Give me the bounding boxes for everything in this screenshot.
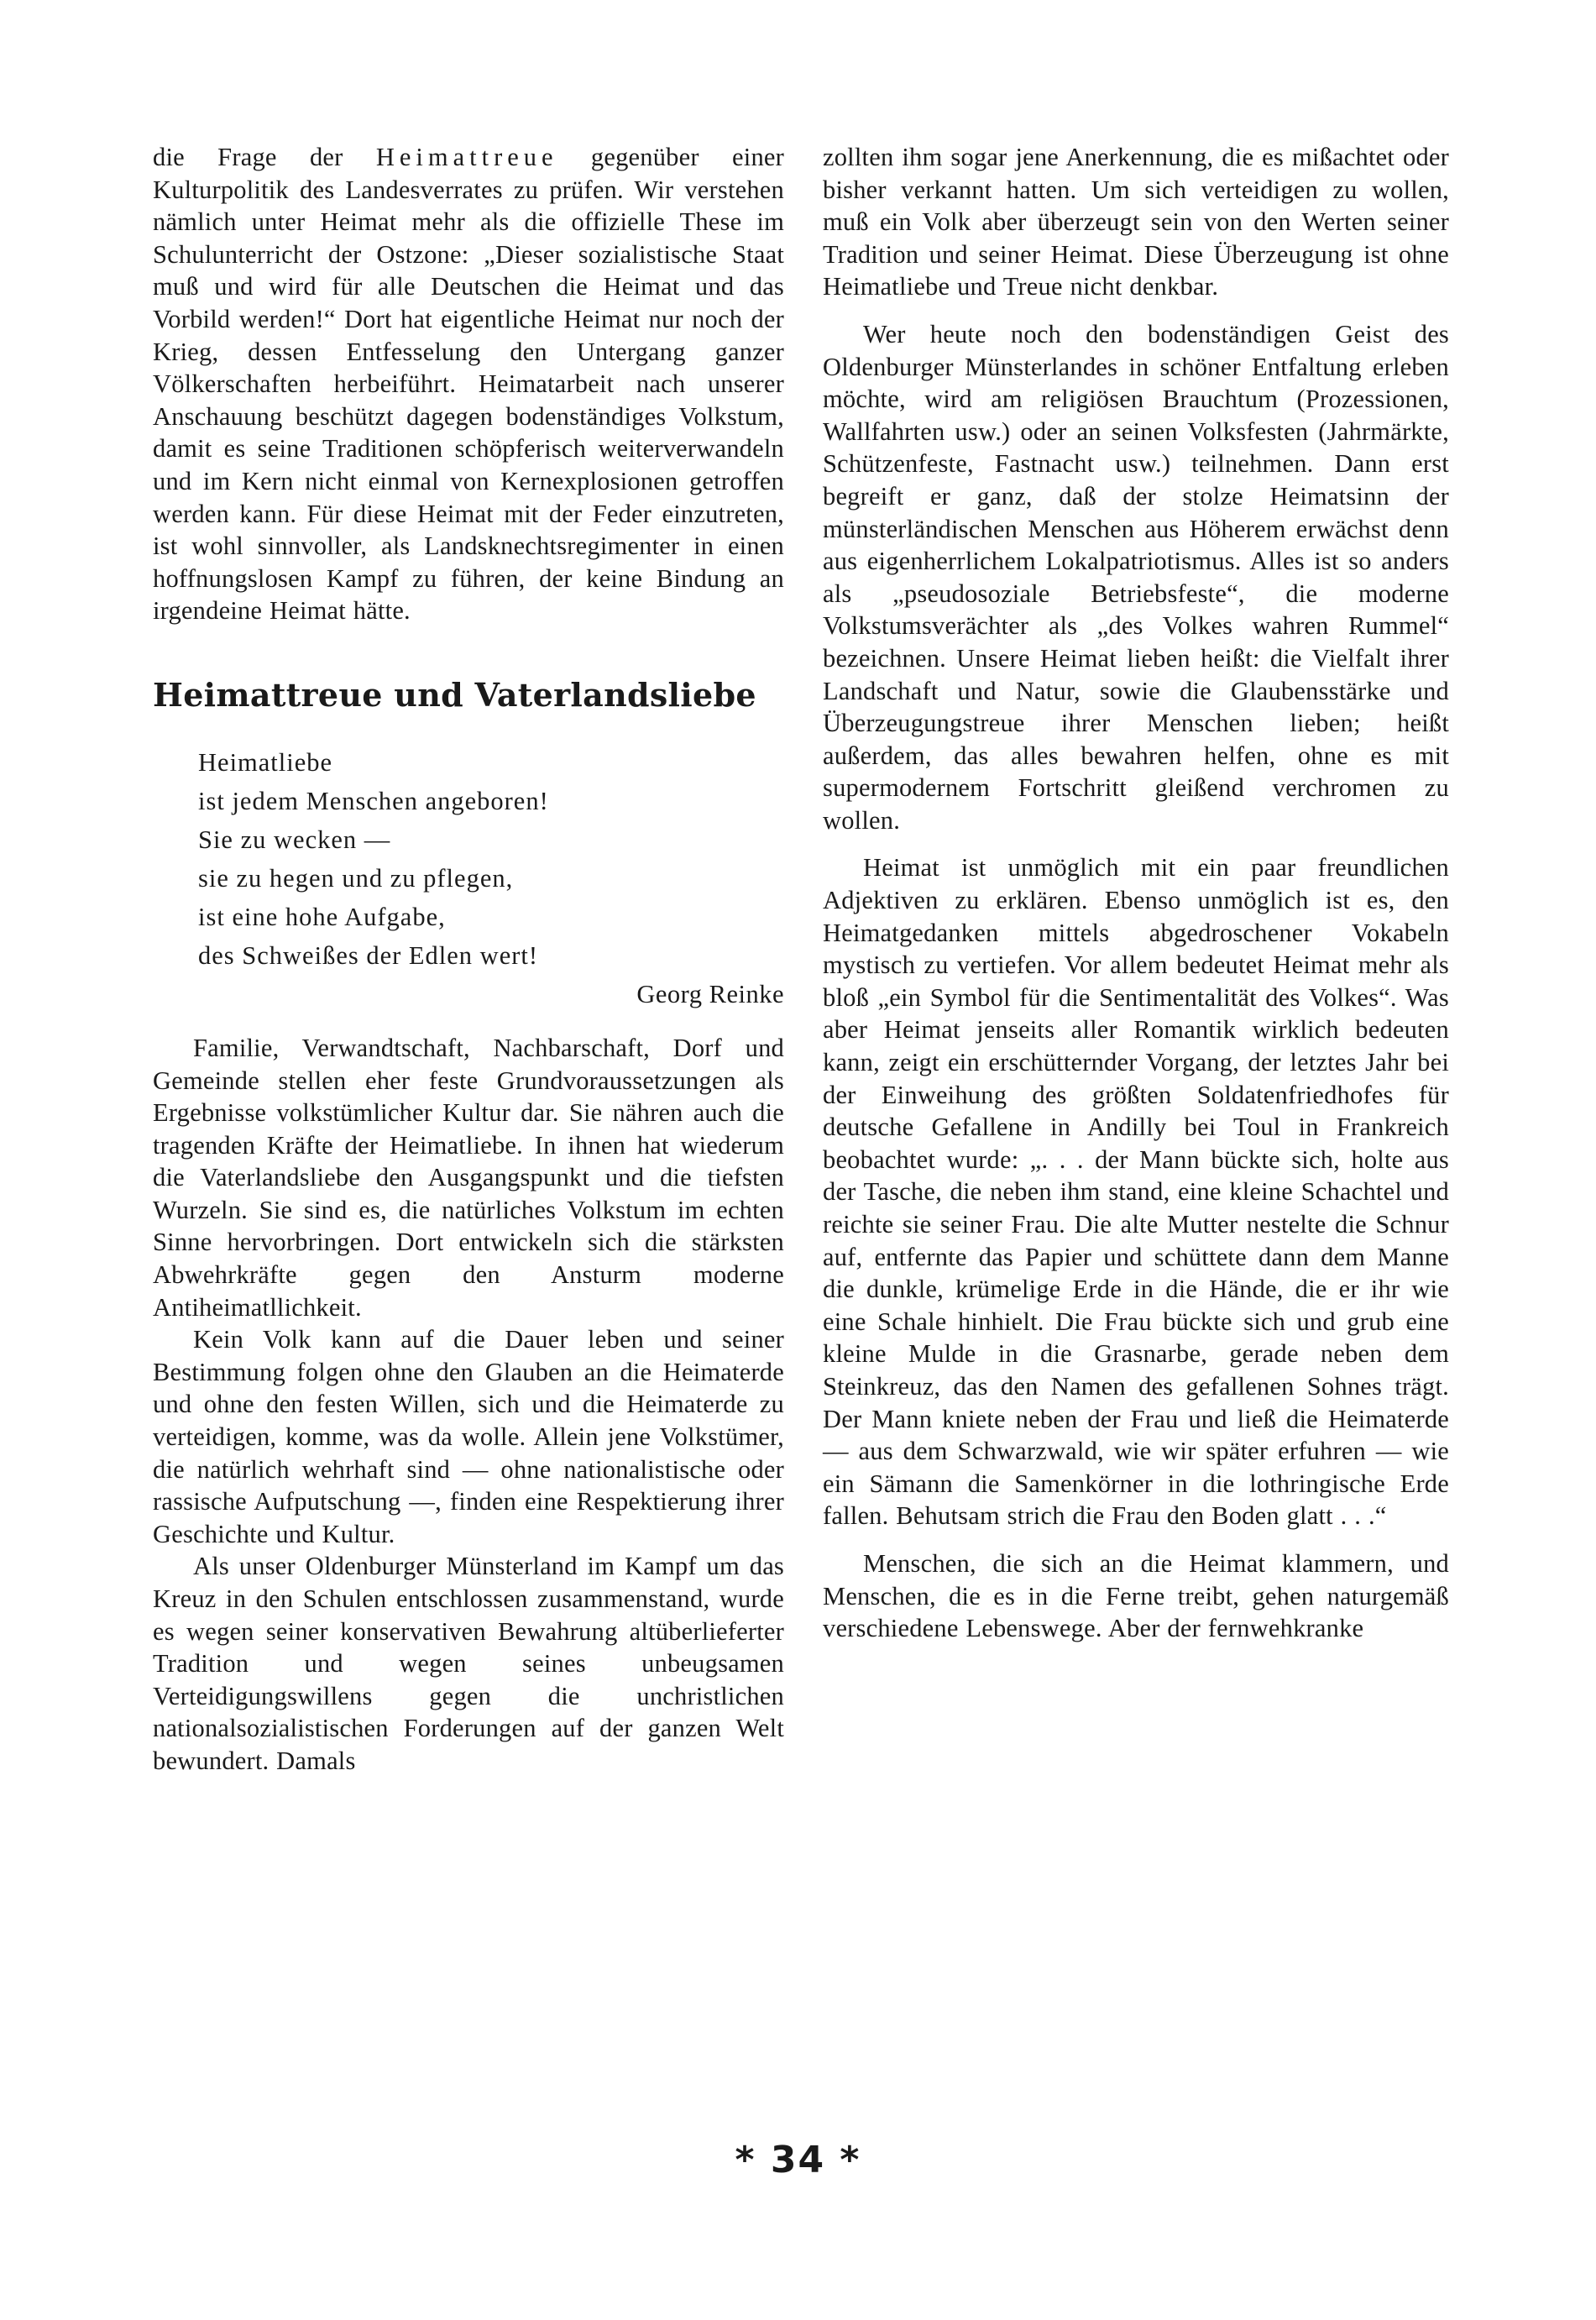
paragraph-lebenswege: Menschen, die sich an die Heimat klammern, und Menschen, die es in die Ferne treibt, gehen naturgemäß verschiedene Lebenswege. Aber der fernwehkranke bbox=[823, 1548, 1449, 1643]
paragraph-volk: Kein Volk kann auf die Dauer leben und seiner Bestimmung folgen ohne den Glauben an die Heimaterde und ohne den festen Willen, sich und die Heimaterde zu verteidigen, komme, was da wolle. Allein jene Volkstümer, die natürlich wehrhaft sind — ohne nationalistische oder rassische Aufputschung —, finden eine Respektierung ihrer Geschichte und Kultur. bbox=[153, 1325, 784, 1548]
poem-author: Georg Reinke bbox=[636, 979, 784, 1008]
emphasis-spaced: Heimattreue bbox=[375, 143, 558, 171]
left-column bbox=[153, 141, 784, 1778]
text-run: gegenüber einer Kulturpolitik des Landesverrates zu prüfen. Wir verstehen nämlich unter Heimat mehr als die offizielle These im Schulunterricht der Ostzone: „Dieser sozialistische Staat muß und wird für alle Deutschen die Heimat und das Vorbild werden!“ Dort hat eigentliche Heimat nur noch der Krieg, dessen Entfesselung den Untergang ganzer Völkerschaften herbeiführt. Heimatarbeit nach unserer Anschauung beschützt dagegen bodenständiges Volkstum, damit es seine Traditionen schöpferisch weiterverwandeln und im Kern nicht einmal von Kernexplosionen getroffen werden kann. Für diese Heimat mit der Feder einzutreten, ist wohl sinnvoller, als Landsknechtsregimenter in einen hoffnungslosen Kampf zu führen, der keine Bindung an irgendeine Heimat hätte. bbox=[153, 143, 784, 626]
paragraph-brauchtum: Wer heute noch den bodenständigen Geist des Oldenburger Münsterlandes in schöner Entfaltung erleben möchte, wird am religiösen Brauchtum (Prozessionen, Wallfahrten usw.) oder an seinen Volksfesten (Jahrmärkte, Schützenfeste, Fastnacht usw.) teilnehmen. Dann erst begreift er ganz, daß der stolze Heimatsinn der münsterländischen Menschen aus Höherem erwächst denn aus eigenherrlichem Lokalpatriotismus. Alles ist so anders als „pseudosoziale Betriebsfeste“, die moderne Volkstumsverächter als „des Volkes wahren Rummel“ bezeichnen. Unsere Heimat lieben heißt: die Vielfalt ihrer Landschaft und Natur, sowie die Glaubensstärke und Überzeugungstreue ihrer Menschen lieben; heißt außerdem, das alles bewahren helfen, ohne es mit supermodernem Fortschritt gleißend verchromen zu wollen. bbox=[823, 319, 1449, 835]
paragraph-intro bbox=[153, 141, 784, 627]
paragraph-muensterland: Als unser Oldenburger Münsterland im Kampf um das Kreuz in den Schulen entschlossen zusammenstand, wurde es wegen seiner konservativen Bewahrung altüberlieferter Tradition und wegen seines unbeugsamen Verteidigungswillens gegen die unchristlichen nationalsozialistischen Forderungen auf der ganzen Welt bewundert. Damals bbox=[153, 1552, 784, 1775]
poem-line: sie zu hegen und zu pflegen, bbox=[198, 863, 514, 893]
poem-line: Heimatliebe bbox=[198, 747, 333, 777]
page-number: * 34 * bbox=[735, 2139, 861, 2181]
paragraph-family: Familie, Verwandtschaft, Nachbarschaft, Dorf und Gemeinde stellen eher feste Grundvoraussetzungen als Ergebnisse volkstümlicher Kultur dar. Sie nähren auch die tragenden Kräfte der Heimatliebe. In ihnen hat wiederum die Vaterlandsliebe den Ausgangspunkt und die tiefsten Wurzeln. Sie sind es, die natürliches Volkstum im echten Sinne hervorbringen. Dort entwickeln sich die stärksten Abwehrkräfte gegen den Ansturm moderne Antiheimatllichkeit. bbox=[153, 1033, 784, 1322]
poem-block bbox=[198, 743, 784, 1013]
right-column bbox=[823, 141, 1449, 1645]
text-run: die Frage der bbox=[153, 143, 376, 171]
poem-line: ist eine hohe Aufgabe, bbox=[198, 902, 446, 931]
poem-line: des Schweißes der Edlen wert! bbox=[198, 940, 539, 970]
paragraph-continuation: zollten ihm sogar jene Anerkennung, die es mißachtet oder bisher verkannt hatten. Um sich verteidigen zu wollen, muß ein Volk aber überzeugt sein von den Werten seiner Tradition und seiner Heimat. Diese Überzeugung ist ohne Heimatliebe und Treue nicht denkbar. bbox=[823, 143, 1449, 301]
poem-line: Sie zu wecken — bbox=[198, 825, 391, 854]
paragraph-andilly: Heimat ist unmöglich mit ein paar freundlichen Adjektiven zu erklären. Ebenso unmöglich ist es, den Heimatgedanken mittels abgedroschener Vokabeln mystisch zu vertiefen. Vor allem bedeutet Heimat mehr als bloß „ein Symbol für die Sentimentalität des Volkes“. Was aber Heimat jenseits aller Romantik wirklich bedeuten kann, zeigt ein erschütternder Vorgang, der letztes Jahr bei der Einweihung des größten Soldatenfriedhofes für deutsche Gefallene in Andilly bei Toul in Frankreich beobachtet wurde: „. . . der Mann bückte sich, holte aus der Tasche, die neben ihm stand, eine kleine Schachtel und reichte sie seiner Frau. Die alte Mutter nestelte die Schnur auf, entfernte das Papier und schüttete dann dem Manne die dunkle, krümelige Erde in die Hände, die er ihr wie eine Schale hinhielt. Die Frau bückte sich und grub eine kleine Mulde in die Grasnarbe, gerade neben dem Steinkreuz, das den Namen des gefallenen Sohnes trägt. Der Mann kniete neben der Frau und ließ die Heimaterde — aus dem Schwarzwald, wie wir später erfuhren — wie ein Sämann die Samenkörner in die lothringische Erde fallen. Behutsam strich die Frau den Boden glatt . . .“ bbox=[823, 853, 1449, 1531]
section-heading: Heimattreue und Vaterlandsliebe bbox=[153, 675, 756, 714]
poem-line: ist jedem Menschen angeboren! bbox=[198, 786, 549, 815]
